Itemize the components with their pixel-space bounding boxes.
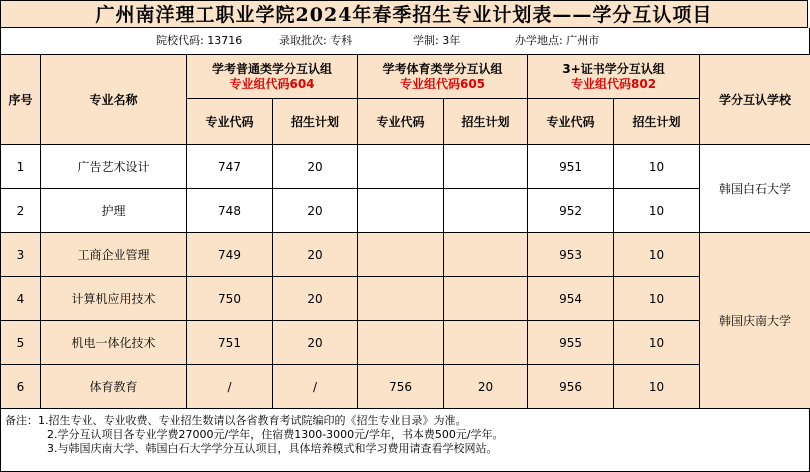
row-802-code: 955 [528,321,614,365]
row-604-code: 749 [187,233,273,277]
group-802-name: 3+证书学分互认组 [562,61,665,76]
row-604-plan: 20 [273,277,358,321]
school-info-bar [0,28,810,54]
header-604-code: 专业代码 [187,99,273,145]
row-605-code [358,321,444,365]
row-604-code: 750 [187,277,273,321]
row-802-code: 952 [528,189,614,233]
row-605-code [358,233,444,277]
group-605-code: 专业组代码605 [399,76,486,91]
header-605-code: 专业代码 [358,99,444,145]
header-802-code: 专业代码 [528,99,614,145]
row-604-code: / [187,365,273,409]
notes-section [0,408,810,472]
row-604-plan: 20 [273,233,358,277]
table-row [1,145,810,189]
row-802-plan: 10 [614,365,700,409]
row-major: 工商企业管理 [41,233,187,277]
row-802-code: 956 [528,365,614,409]
partner-kyungnam: 韩国庆南大学 [700,233,810,409]
table-row [1,321,810,365]
study-duration: 学制: 3年 [413,34,461,47]
row-605-code [358,145,444,189]
plan-table [0,54,810,409]
row-802-plan: 10 [614,277,700,321]
row-605-plan [444,189,528,233]
row-604-plan: 20 [273,321,358,365]
table-row [1,277,810,321]
note-line-3: 3.与韩国庆南大学、韩国白石大学学分互认项目，具体培养模式和学习费用请查看学校网站。 [47,442,498,455]
row-seq: 5 [1,321,41,365]
table-row [1,365,810,409]
note-line-2: 2.学分互认项目各专业学费27000元/学年，住宿费1300-3000元/学年，书本费500元/学年。 [47,428,504,441]
partner-baekseok: 韩国白石大学 [700,145,810,233]
row-seq: 6 [1,365,41,409]
group-604-name: 学考普通类学分互认组 [212,61,333,76]
row-802-code: 953 [528,233,614,277]
row-major: 体育教育 [41,365,187,409]
header-partner: 学分互认学校 [700,55,810,145]
header-802-plan: 招生计划 [614,99,700,145]
school-code: 院校代码: 13716 [156,34,243,47]
row-seq: 3 [1,233,41,277]
admission-batch: 录取批次: 专科 [279,34,353,47]
row-802-code: 951 [528,145,614,189]
header-group-605 [358,55,528,99]
row-605-code [358,277,444,321]
row-605-code: 756 [358,365,444,409]
group-605-name: 学考体育类学分互认组 [382,61,503,76]
row-605-plan: 20 [444,365,528,409]
header-major: 专业名称 [41,55,187,145]
row-605-plan [444,145,528,189]
row-major: 机电一体化技术 [41,321,187,365]
row-seq: 4 [1,277,41,321]
header-group-802 [528,55,700,99]
row-605-plan [444,321,528,365]
row-605-code [358,189,444,233]
table-row [1,233,810,277]
row-seq: 2 [1,189,41,233]
row-major: 护理 [41,189,187,233]
header-seq: 序号 [1,55,41,145]
table-row [1,189,810,233]
row-major: 计算机应用技术 [41,277,187,321]
school-location: 办学地点: 广州市 [515,34,600,47]
group-604-code: 专业组代码604 [229,76,315,91]
row-605-plan [444,277,528,321]
row-604-plan: 20 [273,145,358,189]
group-802-code: 专业组代码802 [571,76,657,91]
row-604-plan: 20 [273,189,358,233]
page-title: 广州南洋理工职业学院2024年春季招生专业计划表——学分互认项目 [0,0,808,28]
row-605-plan [444,233,528,277]
row-seq: 1 [1,145,41,189]
header-group-604 [187,55,358,99]
row-802-plan: 10 [614,145,700,189]
row-604-plan: / [273,365,358,409]
row-604-code: 751 [187,321,273,365]
note-line-1: 备注：1.招生专业、专业收费、专业招生数请以各省教育考试院编印的《招生专业目录》为准。 [5,414,467,427]
row-802-plan: 10 [614,189,700,233]
header-604-plan: 招生计划 [273,99,358,145]
row-604-code: 747 [187,145,273,189]
row-802-plan: 10 [614,321,700,365]
row-major: 广告艺术设计 [41,145,187,189]
header-605-plan: 招生计划 [444,99,528,145]
row-802-plan: 10 [614,233,700,277]
row-604-code: 748 [187,189,273,233]
row-802-code: 954 [528,277,614,321]
